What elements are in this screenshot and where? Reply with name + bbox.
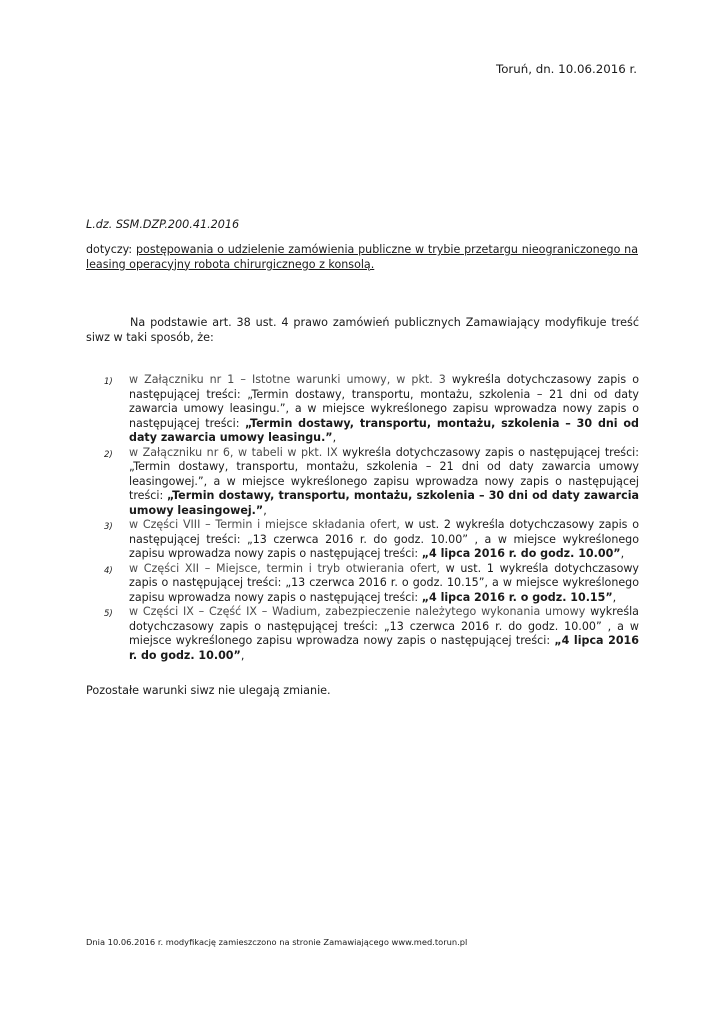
item-location: w Części XII – Miejsce, termin i tryb otwierania ofert, (129, 561, 440, 575)
list-item (104, 518, 639, 562)
item-location: w Załączniku nr 1 – Istotne warunki umowy, w pkt. 3 (129, 373, 446, 386)
modification-list (104, 373, 639, 663)
subject-topic: postępowania o udzielenie zamówienia publiczne w trybie przetargu nieograniczonego na leasing operacyjny robota chirurgicznego z konsolą. (86, 243, 638, 271)
item-text: wykreśla dotychczasowy zapis o następującej treści: „Termin dostawy, transportu, montażu, szkolenia – 21 dni od daty zawarcia umowy leasingowej.”, a w miejsce wykreślonego zapisu wprowadza nowy zapis o następującej treści: (129, 445, 640, 502)
list-item (104, 605, 639, 663)
place-date: Toruń, dn. 10.06.2016 r. (496, 62, 637, 76)
item-new-text: „Termin dostawy, transportu, montażu, szkolenia – 30 dni od daty zawarcia umowy leasingowej.” (129, 489, 640, 517)
subject-label: dotyczy: (86, 243, 133, 256)
reference-number: L.dz. SSM.DZP.200.41.2016 (86, 218, 240, 231)
item-number: 2) (104, 449, 113, 460)
item-suffix: , (612, 590, 617, 604)
footer-note: Dnia 10.06.2016 r. modyfikację zamieszczono na stronie Zamawiającego www.med.torun.pl (86, 937, 468, 947)
list-item (104, 373, 639, 446)
item-new-text: „4 lipca 2016 r. do godz. 10.00” (129, 634, 639, 662)
item-number: 5) (104, 609, 113, 619)
item-suffix: , (240, 648, 245, 662)
item-text: w ust. 1 wykreśla dotychczasowy zapis o następującej treści: „13 czerwca 2016 r. o godz. 10.15”, a w miejsce wykreślonego zapisu wprowadza nowy zapis o następującej treści: (129, 561, 639, 604)
item-suffix: , (263, 503, 267, 517)
intro-paragraph: Na podstawie art. 38 ust. 4 prawo zamówień publicznych Zamawiający modyfikuje treść siwz w taki sposób, że: (86, 316, 639, 344)
closing-statement: Pozostałe warunki siwz nie ulegają zmianie. (86, 684, 331, 697)
item-location: w Części IX – Część IX – Wadium, zabezpieczenie należytego wykonania umowy (129, 605, 586, 618)
item-number: 3) (104, 522, 113, 532)
item-number: 4) (104, 565, 113, 576)
list-item (104, 562, 639, 606)
item-new-text: „4 lipca 2016 r. o godz. 10.15” (421, 590, 613, 604)
item-number: 1) (104, 377, 113, 387)
item-location: w Załączniku nr 6, w tabeli w pkt. IX (129, 445, 338, 459)
item-new-text: „Termin dostawy, transportu, montażu, szkolenia – 30 dni od daty zawarcia umowy leasingu.” (129, 416, 639, 444)
item-location: w Części VIII – Termin i miejsce składania ofert, (129, 518, 400, 531)
item-text: wykreśla dotychczasowy zapis o następującej treści: „13 czerwca 2016 r. do godz. 10.00” , a w miejsce wykreślonego zapisu wprowadza nowy zapis o następującej treści: (129, 605, 639, 647)
list-item (104, 446, 639, 519)
item-suffix: , (620, 547, 625, 560)
subject-line (86, 243, 638, 272)
item-suffix: , (332, 431, 337, 444)
item-text: wykreśla dotychczasowy zapis o następującej treści: „Termin dostawy, transportu, montażu, szkolenia – 21 dni od daty zawarcia umowy leasingu.”, a w miejsce wykreślonego zapisu wprowadza nowy zapis o następującej treści: (129, 373, 639, 430)
item-new-text: „4 lipca 2016 r. do godz. 10.00” (421, 547, 621, 560)
item-text: w ust. 2 wykreśla dotychczasowy zapis o następującej treści: „13 czerwca 2016 r. do godz. 10.00” , a w miejsce wykreślonego zapisu wprowadza nowy zapis o następującej treści: (129, 518, 639, 560)
